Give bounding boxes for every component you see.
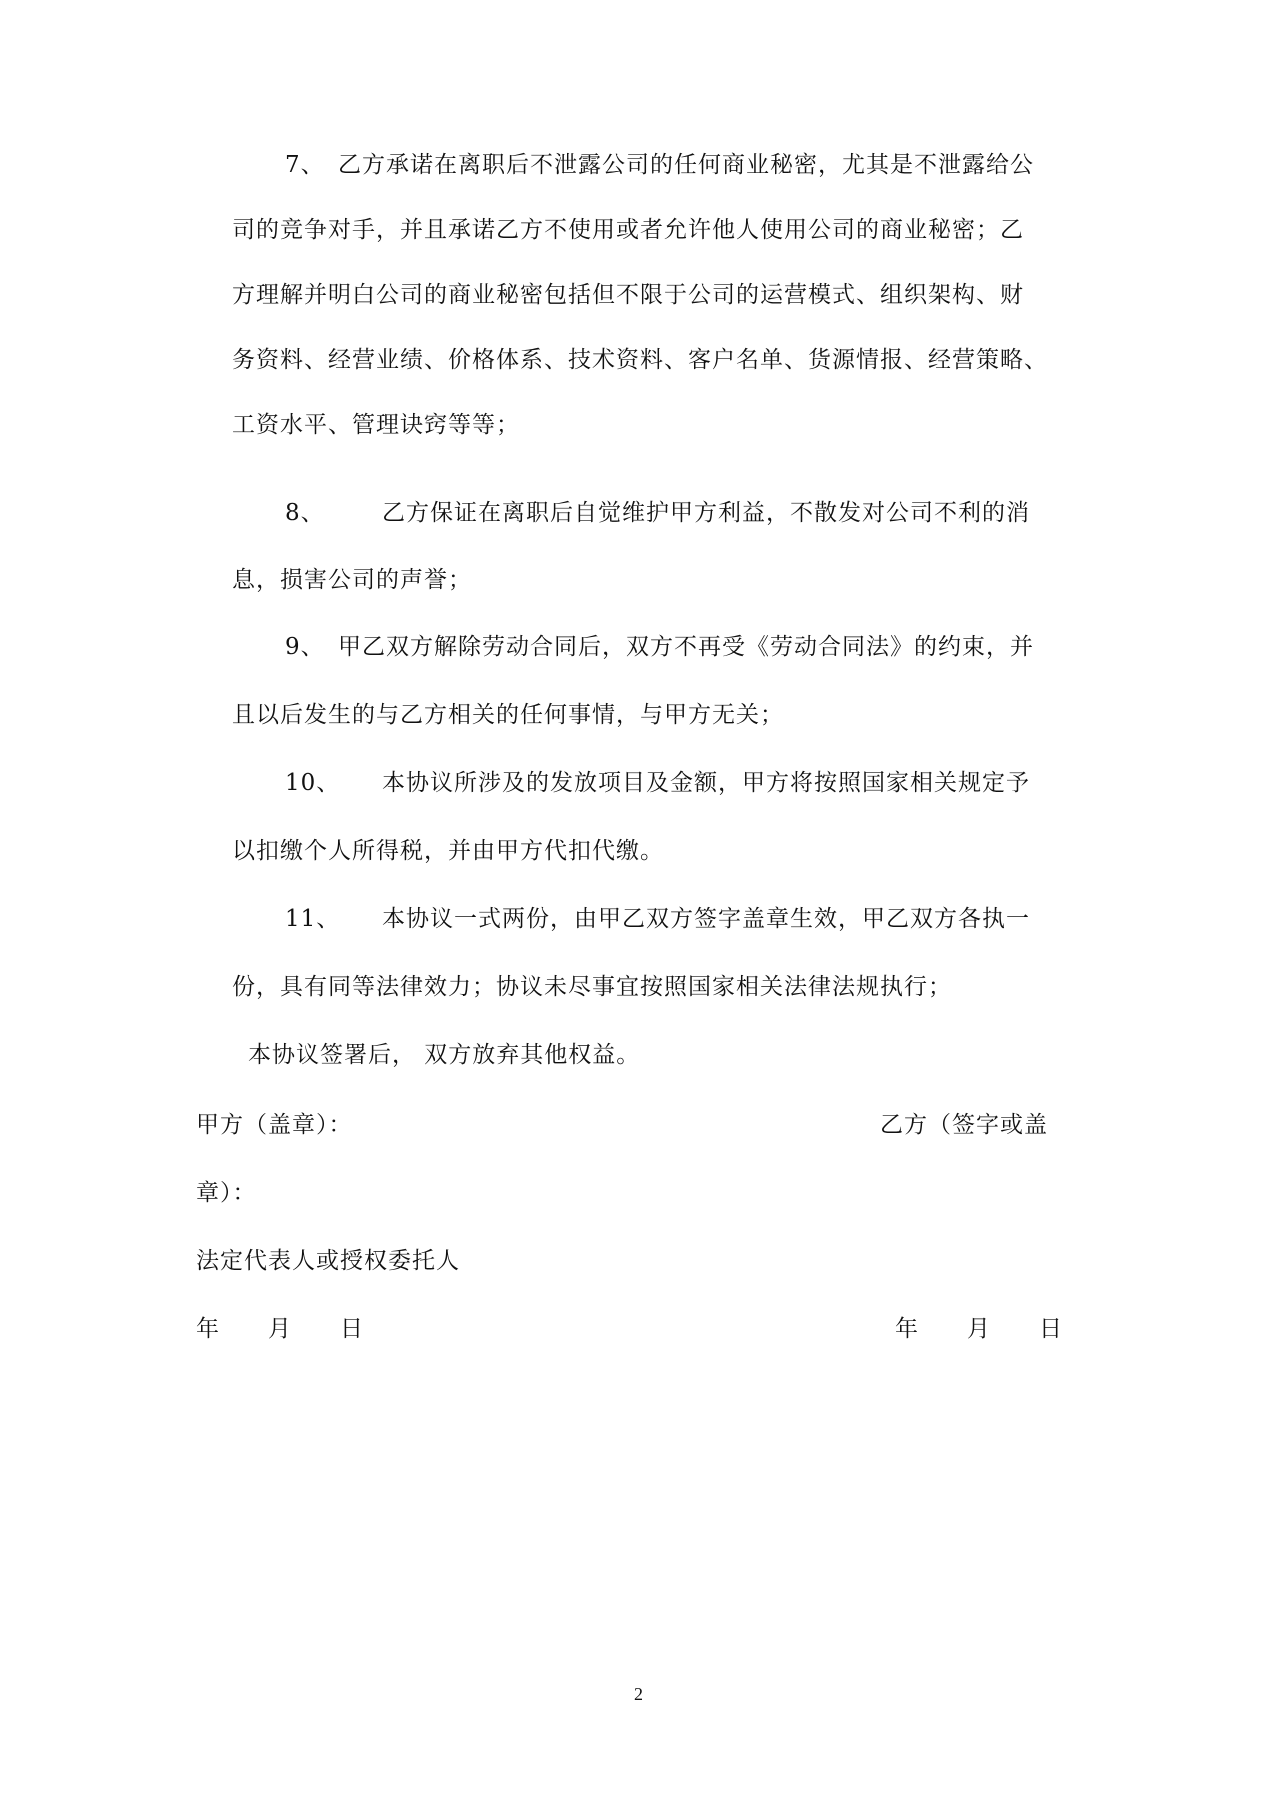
clause-7-line-2: 司的竞争对手，并且承诺乙方不使用或者允许他人使用公司的商业秘密；乙: [232, 217, 1024, 243]
clause-7-line-4: 务资料、经营业绩、价格体系、技术资料、客户名单、货源情报、经营策略、: [232, 347, 1048, 373]
party-a-date: 年 月 日: [196, 1316, 364, 1342]
closing-statement: 本协议签署后， 双方放弃其他权益。: [248, 1042, 641, 1068]
clause-7-line-3: 方理解并明白公司的商业秘密包括但不限于公司的运营模式、组织架构、财: [232, 282, 1024, 308]
legal-representative-label: 法定代表人或授权委托人: [196, 1248, 460, 1274]
party-b-sign-label-cont: 章）：: [196, 1180, 257, 1206]
page-number: 2: [634, 1684, 643, 1704]
clause-9-line-1: 甲乙双方解除劳动合同后，双方不再受《劳动合同法》的约束，并: [338, 634, 1034, 660]
clause-9-line-2: 且以后发生的与乙方相关的任何事情，与甲方无关；: [232, 702, 784, 728]
clause-7-line-5: 工资水平、管理诀窍等等；: [232, 412, 520, 438]
clause-7-number: 7、: [285, 152, 325, 178]
clause-8-number: 8、: [285, 500, 325, 526]
clause-8-line-1: 乙方保证在离职后自觉维护甲方利益，不散发对公司不利的消: [382, 500, 1030, 526]
clause-10-line-2: 以扣缴个人所得税，并由甲方代扣代缴。: [232, 838, 664, 864]
clause-10-line-1: 本协议所涉及的发放项目及金额，甲方将按照国家相关规定予: [382, 770, 1030, 796]
clause-11-line-1: 本协议一式两份，由甲乙双方签字盖章生效，甲乙双方各执一: [382, 906, 1030, 932]
clause-11-number: 11、: [285, 906, 341, 932]
clause-7-line-1: 乙方承诺在离职后不泄露公司的任何商业秘密，尤其是不泄露给公: [338, 152, 1034, 178]
clause-9-number: 9、: [285, 634, 325, 660]
clause-8-line-2: 息，损害公司的声誉；: [232, 567, 472, 593]
party-b-date: 年 月 日: [895, 1316, 1063, 1342]
party-a-seal-label: 甲方（盖章）：: [196, 1112, 353, 1138]
party-b-sign-label: 乙方（签字或盖: [880, 1112, 1048, 1138]
clause-11-line-2: 份，具有同等法律效力；协议未尽事宜按照国家相关法律法规执行；: [232, 974, 952, 1000]
clause-10-number: 10、: [285, 770, 341, 796]
